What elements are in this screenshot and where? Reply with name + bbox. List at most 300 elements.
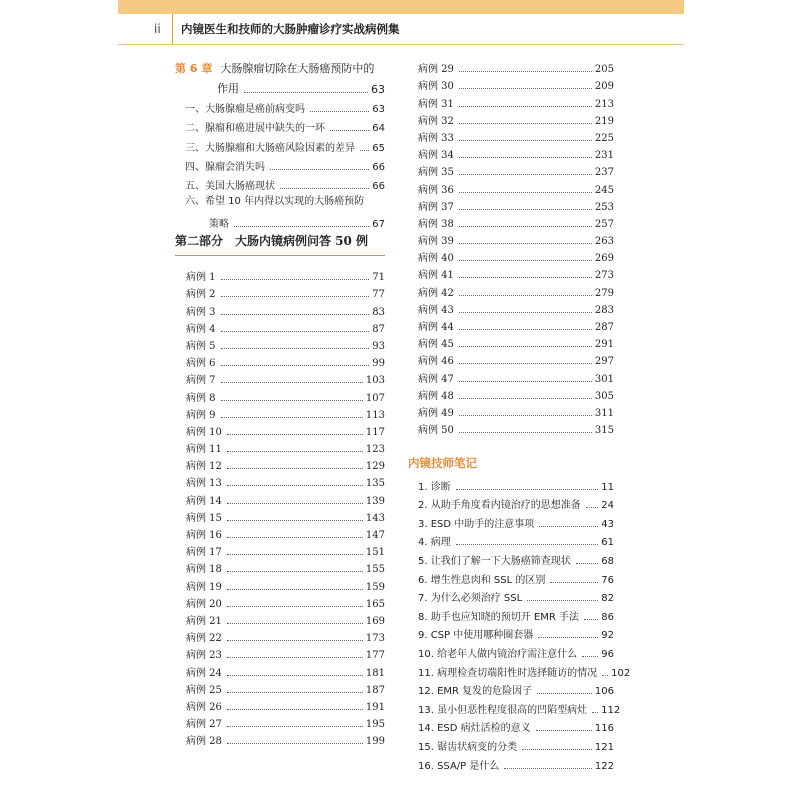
toc-case[interactable] <box>186 352 385 369</box>
chapter-heading-cont[interactable] <box>175 77 385 96</box>
toc-case-label: 病例 37 <box>418 201 454 213</box>
toc-case-page: 181 <box>365 667 385 679</box>
toc-case[interactable] <box>418 299 614 316</box>
leader-dots <box>221 296 370 297</box>
leader-dots <box>221 400 363 401</box>
toc-case-label: 病例 26 <box>186 701 222 713</box>
leader-dots <box>459 157 592 158</box>
toc-note[interactable] <box>418 530 614 549</box>
toc-case[interactable] <box>418 247 614 264</box>
toc-case-label: 病例 14 <box>186 495 222 507</box>
toc-case[interactable] <box>186 661 385 678</box>
toc-case[interactable] <box>418 213 614 230</box>
toc-case-label: 病例 33 <box>418 132 454 144</box>
toc-note-label: 3. ESD 中助手的注意事项 <box>418 518 535 530</box>
leader-dots <box>221 314 370 315</box>
toc-case[interactable] <box>418 264 614 281</box>
toc-case[interactable] <box>186 713 385 730</box>
leader-dots <box>459 226 592 227</box>
leader-dots <box>459 415 592 416</box>
toc-note-page: 43 <box>601 518 614 530</box>
toc-case[interactable] <box>418 281 614 298</box>
toc-case-page: 173 <box>365 633 385 645</box>
part-title: 第二部分 大肠内镜病例问答 50 例 <box>175 232 385 256</box>
toc-case-page: 279 <box>594 287 614 299</box>
leader-dots <box>576 563 599 564</box>
leader-dots <box>227 640 363 641</box>
toc-note[interactable] <box>418 604 614 623</box>
toc-case-label: 病例 18 <box>186 564 222 576</box>
toc-section[interactable] <box>175 134 385 153</box>
page-number: ii <box>154 22 161 36</box>
leader-dots <box>280 188 369 189</box>
toc-case-label: 病例 16 <box>186 530 222 541</box>
leader-dots <box>586 507 599 508</box>
toc-note-label: 16. SSA/P 是什么 <box>418 760 500 772</box>
toc-case-page: 87 <box>372 323 385 335</box>
toc-case-page: 103 <box>365 375 385 387</box>
leader-dots <box>227 554 363 555</box>
leader-dots <box>459 88 592 89</box>
chapter-sections <box>175 96 385 230</box>
leader-dots <box>459 346 592 347</box>
leader-dots <box>602 675 608 676</box>
toc-case-page: 169 <box>365 615 385 627</box>
toc-note-label: 7. 为什么必须治疗 SSL <box>418 593 523 605</box>
toc-case-label: 病例 17 <box>186 547 222 559</box>
leader-dots <box>227 623 363 624</box>
toc-note-page: 76 <box>601 574 614 586</box>
toc-case-page: 151 <box>365 547 385 559</box>
toc-case-page: 147 <box>365 530 385 541</box>
toc-case-label: 病例 5 <box>186 340 216 352</box>
toc-section-label: 三、大肠腺瘤和大肠癌风险因素的差异 <box>185 142 355 154</box>
chapter-title-line2: 作用 <box>217 82 239 95</box>
leader-dots <box>459 432 592 433</box>
toc-case-page: 155 <box>365 564 385 576</box>
toc-section[interactable] <box>175 192 385 211</box>
toc-note[interactable] <box>418 474 614 493</box>
toc-case-label: 病例 22 <box>186 633 222 645</box>
leader-dots <box>459 260 592 261</box>
toc-note-page: 61 <box>601 537 614 549</box>
toc-note[interactable] <box>418 660 631 679</box>
toc-case[interactable] <box>418 75 614 92</box>
leader-dots <box>234 226 369 227</box>
toc-case[interactable] <box>418 367 614 384</box>
toc-case-page: 225 <box>594 132 614 144</box>
toc-case[interactable] <box>186 455 385 472</box>
leader-dots <box>221 331 370 332</box>
toc-case[interactable] <box>186 318 385 335</box>
toc-case[interactable] <box>186 524 385 541</box>
toc-case-label: 病例 19 <box>186 581 222 593</box>
leader-dots <box>459 140 592 141</box>
toc-section[interactable] <box>175 173 385 192</box>
toc-case-page: 165 <box>365 598 385 610</box>
toc-case[interactable] <box>186 644 385 661</box>
leader-dots <box>459 174 592 175</box>
toc-note[interactable] <box>418 716 614 735</box>
toc-section-page: 66 <box>372 180 385 192</box>
leader-dots <box>227 520 363 521</box>
toc-section-label: 二、腺瘤和癌进展中缺失的一环 <box>185 123 325 135</box>
toc-note[interactable] <box>418 567 614 586</box>
toc-section-label: 一、大肠腺瘤是癌前病变吗 <box>185 104 305 116</box>
toc-note-label: 11. 病理检查切端阳性时选择随访的情况 <box>418 667 598 679</box>
toc-case-label: 病例 27 <box>186 719 222 731</box>
toc-case-page: 139 <box>365 495 385 507</box>
toc-case[interactable] <box>418 230 614 247</box>
toc-case-label: 病例 20 <box>186 598 222 610</box>
leader-dots <box>537 693 592 694</box>
toc-note-label: 10. 给老年人做内镜治疗需注意什么 <box>418 648 578 660</box>
toc-note-page: 96 <box>601 648 614 660</box>
leader-dots <box>227 726 363 727</box>
toc-case-page: 311 <box>594 407 614 419</box>
toc-case[interactable] <box>418 385 614 402</box>
toc-case[interactable] <box>418 333 614 350</box>
toc-case-page: 305 <box>594 390 614 402</box>
toc-section-page: 64 <box>372 123 385 135</box>
toc-section-cont-label: 策略 <box>209 219 229 231</box>
toc-case-label: 病例 2 <box>186 289 216 301</box>
toc-case-label: 病例 49 <box>418 407 454 419</box>
toc-case-label: 病例 23 <box>186 650 222 662</box>
toc-note-label: 8. 助手也应知晓的预切开 EMR 手法 <box>418 611 579 623</box>
toc-case[interactable] <box>186 335 385 352</box>
toc-case-page: 117 <box>365 426 385 438</box>
toc-case[interactable] <box>186 679 385 696</box>
toc-case-page: 219 <box>594 115 614 127</box>
leader-dots <box>227 589 363 590</box>
toc-case-page: 159 <box>365 581 385 593</box>
leader-dots <box>227 657 363 658</box>
toc-section-label: 六、希望 10 年内得以实现的大肠癌预防 <box>185 195 365 207</box>
toc-note-page: 112 <box>601 704 621 716</box>
toc-case-page: 237 <box>594 167 614 179</box>
toc-case[interactable] <box>186 489 385 506</box>
toc-note-page: 92 <box>601 630 614 642</box>
leader-dots <box>550 582 598 583</box>
toc-case[interactable] <box>418 144 614 161</box>
leader-dots <box>227 571 363 572</box>
toc-note-label: 2. 从助手角度看内镜治疗的思想准备 <box>418 500 581 512</box>
leader-dots <box>244 92 368 93</box>
leader-dots <box>459 398 592 399</box>
chapter-heading[interactable] <box>175 58 385 77</box>
toc-section-cont[interactable] <box>175 211 385 230</box>
toc-case-page: 315 <box>594 425 614 437</box>
toc-case-label: 病例 47 <box>418 373 454 385</box>
toc-note-page: 121 <box>594 741 614 753</box>
toc-case-label: 病例 31 <box>418 98 454 110</box>
toc-case-label: 病例 13 <box>186 478 222 490</box>
leader-dots <box>459 312 592 313</box>
leader-dots <box>227 503 363 504</box>
toc-note-label: 15. 锯齿状病变的分类 <box>418 741 518 753</box>
toc-case[interactable] <box>186 438 385 455</box>
toc-case-label: 病例 42 <box>418 287 454 299</box>
leader-dots <box>584 619 598 620</box>
toc-case-page: 129 <box>365 461 385 473</box>
notes-list <box>418 474 631 772</box>
leader-dots <box>227 537 363 538</box>
toc-case-label: 病例 36 <box>418 184 454 196</box>
toc-case-label: 病例 45 <box>418 339 454 351</box>
toc-case-page: 231 <box>594 150 614 162</box>
toc-section-cont-page: 67 <box>372 219 385 231</box>
toc-case-page: 301 <box>594 373 614 385</box>
leader-dots <box>360 150 369 151</box>
leader-dots <box>221 417 363 418</box>
leader-dots <box>310 111 369 112</box>
leader-dots <box>459 295 592 296</box>
toc-note-page: 106 <box>594 686 614 698</box>
toc-section[interactable] <box>175 154 385 173</box>
toc-case-label: 病例 1 <box>186 272 216 284</box>
toc-section-label: 四、腺瘤会消失吗 <box>185 161 265 173</box>
toc-case[interactable] <box>186 386 385 403</box>
leader-dots <box>227 743 363 744</box>
page-header <box>118 14 684 44</box>
leader-dots <box>592 712 598 713</box>
cases-list-right <box>418 58 614 436</box>
toc-note-page: 24 <box>601 500 614 512</box>
leader-dots <box>270 169 369 170</box>
leader-dots <box>459 381 592 382</box>
toc-case-label: 病例 41 <box>418 270 454 282</box>
leader-dots <box>582 656 598 657</box>
toc-case-label: 病例 4 <box>186 323 216 335</box>
toc-case[interactable] <box>418 92 614 109</box>
toc-note[interactable] <box>418 753 614 772</box>
toc-note-label: 9. CSP 中使用哪种圈套器 <box>418 630 534 642</box>
toc-case-page: 93 <box>372 340 385 352</box>
toc-case-page: 71 <box>372 272 385 284</box>
toc-note[interactable] <box>418 679 614 698</box>
toc-case-label: 病例 7 <box>186 375 216 387</box>
toc-case[interactable] <box>186 507 385 524</box>
toc-case[interactable] <box>186 575 385 592</box>
toc-case-page: 263 <box>594 236 614 248</box>
leader-dots <box>456 544 599 545</box>
toc-section-label: 五、美国大肠癌现状 <box>185 180 275 192</box>
toc-case[interactable] <box>186 730 385 747</box>
toc-note-page: 68 <box>601 555 614 567</box>
toc-note-page: 82 <box>601 593 614 605</box>
toc-case[interactable] <box>418 196 614 213</box>
toc-case-page: 187 <box>365 684 385 696</box>
toc-case-label: 病例 34 <box>418 150 454 162</box>
toc-case-label: 病例 35 <box>418 167 454 179</box>
toc-note-label: 4. 病理 <box>418 537 451 549</box>
leader-dots <box>221 382 363 383</box>
toc-case-label: 病例 30 <box>418 81 454 93</box>
toc-case-label: 病例 44 <box>418 322 454 333</box>
toc-case-label: 病例 21 <box>186 615 222 627</box>
toc-note-label: 14. ESD 病灶活检的意义 <box>418 723 531 735</box>
leader-dots <box>227 468 363 469</box>
toc-case[interactable] <box>186 472 385 489</box>
toc-case-label: 病例 43 <box>418 304 454 316</box>
leader-dots <box>227 434 363 435</box>
toc-case-page: 297 <box>594 356 614 368</box>
toc-case-label: 病例 32 <box>418 115 454 127</box>
toc-section-page: 66 <box>372 161 385 173</box>
leader-dots <box>227 675 363 676</box>
toc-case[interactable] <box>186 300 385 317</box>
leader-dots <box>459 71 592 72</box>
toc-case[interactable] <box>186 541 385 558</box>
notes-title: 内镜技师笔记 <box>408 456 477 470</box>
leader-dots <box>227 692 363 693</box>
toc-case-page: 199 <box>365 736 385 748</box>
toc-case-page: 287 <box>594 322 614 333</box>
leader-dots <box>504 768 592 769</box>
toc-case[interactable] <box>186 369 385 386</box>
toc-case-page: 209 <box>594 81 614 93</box>
leader-dots <box>227 606 363 607</box>
leader-dots <box>538 637 598 638</box>
leader-dots <box>459 106 592 107</box>
leader-dots <box>539 526 598 527</box>
toc-note-label: 1. 诊断 <box>418 481 451 493</box>
toc-case[interactable] <box>418 419 614 436</box>
toc-case[interactable] <box>418 58 614 75</box>
leader-dots <box>227 451 363 452</box>
leader-dots <box>459 363 592 364</box>
toc-case-page: 107 <box>365 392 385 404</box>
toc-note-page: 122 <box>594 760 614 772</box>
chapter-page: 63 <box>371 83 385 96</box>
toc-case-label: 病例 3 <box>186 306 216 318</box>
leader-dots <box>227 485 363 486</box>
toc-case-page: 77 <box>372 289 385 301</box>
toc-case-page: 213 <box>594 98 614 110</box>
toc-case-page: 177 <box>365 650 385 662</box>
toc-section-page: 63 <box>372 104 385 116</box>
toc-case-page: 283 <box>594 304 614 316</box>
toc-note[interactable] <box>418 586 614 605</box>
toc-case-label: 病例 10 <box>186 426 222 438</box>
toc-note[interactable] <box>418 548 614 567</box>
toc-note-page: 86 <box>601 611 614 623</box>
toc-case[interactable] <box>418 161 614 178</box>
toc-case-label: 病例 40 <box>418 253 454 265</box>
leader-dots <box>221 279 370 280</box>
toc-case[interactable] <box>186 610 385 627</box>
toc-case[interactable] <box>186 266 385 283</box>
toc-case[interactable] <box>418 350 614 367</box>
toc-case-page: 113 <box>365 409 385 421</box>
toc-case[interactable] <box>186 283 385 300</box>
toc-case[interactable] <box>418 127 614 144</box>
toc-note-label: 5. 让我们了解一下大肠癌筛查现状 <box>418 555 571 567</box>
toc-note-page: 11 <box>601 481 614 493</box>
toc-case-label: 病例 39 <box>418 236 454 248</box>
toc-case[interactable] <box>186 404 385 421</box>
toc-note[interactable] <box>418 493 614 512</box>
toc-note-label: 13. 虽小但恶性程度很高的凹陷型病灶 <box>418 704 588 716</box>
toc-case-page: 191 <box>365 701 385 713</box>
toc-case[interactable] <box>418 178 614 195</box>
toc-case-page: 205 <box>594 64 614 76</box>
toc-case[interactable] <box>186 558 385 575</box>
toc-case-page: 273 <box>594 270 614 282</box>
toc-case-label: 病例 29 <box>418 64 454 76</box>
toc-case[interactable] <box>418 110 614 127</box>
toc-note[interactable] <box>418 734 614 753</box>
toc-case-page: 135 <box>365 478 385 490</box>
header-rule <box>118 44 684 45</box>
toc-case-page: 257 <box>594 218 614 230</box>
toc-case-page: 123 <box>365 444 385 456</box>
toc-case-page: 143 <box>365 512 385 524</box>
toc-case-label: 病例 15 <box>186 512 222 524</box>
toc-case[interactable] <box>186 593 385 610</box>
toc-note[interactable] <box>418 697 621 716</box>
toc-case[interactable] <box>418 316 614 333</box>
toc-case[interactable] <box>186 696 385 713</box>
toc-section[interactable] <box>175 96 385 115</box>
leader-dots <box>527 600 598 601</box>
leader-dots <box>459 123 592 124</box>
toc-note-label: 12. EMR 复发的危险因子 <box>418 686 533 698</box>
toc-case-page: 195 <box>365 719 385 731</box>
toc-case-label: 病例 46 <box>418 356 454 368</box>
toc-note-page: 102 <box>611 667 631 679</box>
leader-dots <box>221 365 370 366</box>
toc-case-page: 99 <box>372 358 385 370</box>
toc-note-page: 116 <box>594 723 614 735</box>
toc-case-label: 病例 48 <box>418 390 454 402</box>
toc-note[interactable] <box>418 641 614 660</box>
toc-case-label: 病例 25 <box>186 684 222 696</box>
toc-case[interactable] <box>418 402 614 419</box>
toc-case-page: 291 <box>594 339 614 351</box>
leader-dots <box>330 130 369 131</box>
cases-list-left <box>186 266 385 747</box>
leader-dots <box>456 489 599 490</box>
leader-dots <box>221 348 370 349</box>
leader-dots <box>536 730 592 731</box>
toc-case-page: 269 <box>594 253 614 265</box>
toc-case[interactable] <box>186 421 385 438</box>
leader-dots <box>522 749 592 750</box>
toc-case-label: 病例 12 <box>186 461 222 473</box>
toc-case-label: 病例 38 <box>418 218 454 230</box>
toc-case-label: 病例 8 <box>186 392 216 404</box>
toc-case-label: 病例 50 <box>418 425 454 437</box>
leader-dots <box>459 243 592 244</box>
header-color-band <box>118 0 684 14</box>
toc-case-page: 253 <box>594 201 614 213</box>
toc-note-label: 6. 增生性息肉和 SSL 的区别 <box>418 574 546 586</box>
toc-case[interactable] <box>186 627 385 644</box>
leader-dots <box>459 209 592 210</box>
toc-section[interactable] <box>175 115 385 134</box>
leader-dots <box>227 709 363 710</box>
toc-note[interactable] <box>418 511 614 530</box>
chapter-number: 第 6 章 <box>175 61 213 75</box>
chapter-6-toc <box>175 58 385 230</box>
toc-case-label: 病例 28 <box>186 736 222 748</box>
leader-dots <box>459 277 592 278</box>
toc-section-page: 65 <box>372 142 385 154</box>
toc-note[interactable] <box>418 623 614 642</box>
toc-case-label: 病例 11 <box>186 444 222 456</box>
